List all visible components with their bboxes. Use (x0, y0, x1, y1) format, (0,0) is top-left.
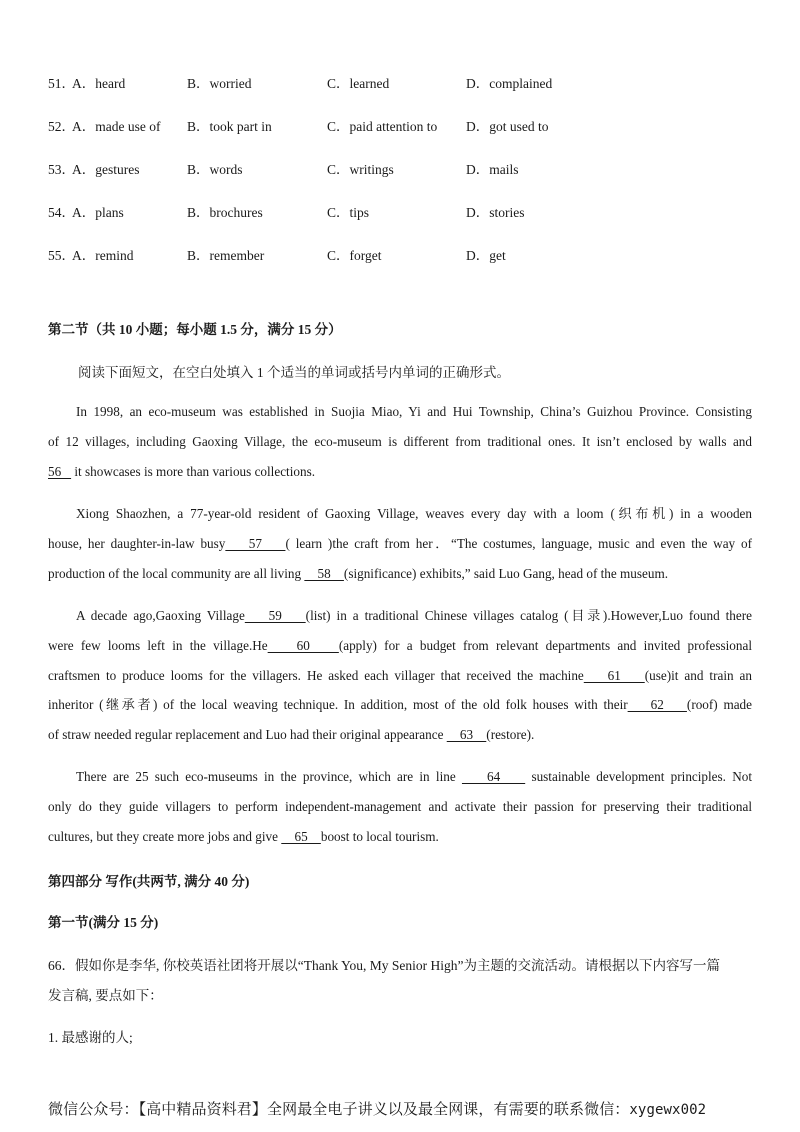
text-line: were few looms left in the village.He 60 (apply) for a budget from relevant departments and invited professional (48, 637, 752, 653)
blank-60[interactable]: 60 (267, 637, 339, 653)
option-c: C．forget (327, 248, 382, 263)
option-d: D．stories (466, 205, 525, 220)
option-a: A．gestures (72, 162, 140, 177)
question-66-line1: 66．假如你是李华, 你校英语社团将开展以“Thank You, My Senior High”为主题的交流活动。请根据以下内容写一篇 (48, 958, 720, 973)
question-number: 54． (48, 205, 75, 220)
text-line: inheritor (继承者) of the local weaving technique. In addition, most of the old folk houses with their 62 (roof) made (48, 697, 752, 713)
blank-65[interactable]: 65 (281, 828, 321, 844)
question-number: 53． (48, 162, 75, 177)
option-c: C．tips (327, 205, 370, 220)
text-line: craftsmen to produce looms for the villagers. He asked each villager that received the machine 61 (use)it and train an (48, 667, 752, 683)
option-a: A．plans (72, 205, 124, 220)
text-line: Xiong Shaozhen, a 77-year-old resident of Gaoxing Village, weaves every day with a loom (织布机) in a wooden (76, 506, 752, 521)
section2-heading: 第二节（共 10 小题；每小题 1.5 分，满分 15 分） (48, 322, 342, 337)
option-b: B．words (187, 162, 243, 177)
option-d: D．complained (466, 76, 553, 91)
question-number: 55． (48, 248, 75, 263)
text-line: In 1998, an eco-museum was established in Suojia Miao, Yi and Hui Township, China’s Guizhou Province. Consisting (76, 404, 752, 419)
option-d: D．got used to (466, 119, 549, 134)
footer-text: 微信公众号：【高中精品资料君】全网最全电子讲义以及最全网课，有需要的联系微信： (48, 1102, 630, 1118)
option-b: B．took part in (187, 119, 272, 134)
option-a: A．remind (72, 248, 134, 263)
part4-section1-heading: 第一节(满分 15 分) (48, 915, 159, 930)
text-line: of straw needed regular replacement and Luo had their original appearance 63 (restore). (48, 727, 535, 743)
option-b: B．brochures (187, 205, 263, 220)
option-a: A．heard (72, 76, 126, 91)
text-line: production of the local community are all living 58 (significance) exhibits,” said Luo Gang, head of the museum. (48, 565, 669, 581)
blank-62[interactable]: 62 (627, 697, 687, 713)
option-d: D．mails (466, 162, 519, 177)
option-d: D．get (466, 248, 506, 263)
wechat-id: xygewx002 (629, 1102, 707, 1118)
passage-paragraph-2 (48, 499, 752, 588)
option-b: B．remember (187, 248, 265, 263)
blank-59[interactable]: 59 (244, 608, 306, 623)
question-number: 51． (48, 76, 75, 91)
text-line: house, her daughter-in-law busy 57 ( learn )the craft from her．“The costumes, language, music and even the way of (48, 535, 752, 551)
blank-56[interactable]: 56 (48, 463, 72, 479)
passage-paragraph-1 (48, 397, 752, 486)
part4-heading: 第四部分 写作(共两节, 满分 40 分) (48, 874, 250, 889)
text-line: A decade ago,Gaoxing Village 59 (list) in a traditional Chinese villages catalog (目录).However,Luo found there (76, 608, 753, 623)
option-c: C．paid attention to (327, 119, 438, 134)
passage-paragraph-4 (48, 762, 752, 851)
blank-61[interactable]: 61 (583, 667, 645, 683)
option-c: C．learned (327, 76, 390, 91)
blank-58[interactable]: 58 (304, 565, 344, 581)
section2-instruction: 阅读下面短文，在空白处填入 1 个适当的单词或括号内单词的正确形式。 (78, 365, 510, 380)
text-line: 56 it showcases is more than various collections. (48, 463, 315, 479)
footer-note (48, 1098, 706, 1119)
blank-63[interactable]: 63 (446, 727, 487, 743)
text-line: cultures, but they create more jobs and give 65 boost to local tourism. (48, 828, 439, 844)
passage-paragraph-3 (48, 601, 752, 750)
option-c: C．writings (327, 162, 394, 177)
option-b: B．worried (187, 76, 252, 91)
text-line: only do they guide villagers to perform independent-management and activate their passion for preserving their traditional (48, 798, 752, 814)
blank-57[interactable]: 57 (225, 535, 286, 551)
question-number: 52． (48, 119, 75, 134)
blank-64[interactable]: 64 (461, 769, 526, 784)
text-line: of 12 villages, including Gaoxing Village, the eco-museum is different from traditional ones. It isn’t enclosed by walls and (48, 433, 752, 449)
text-line: There are 25 such eco-museums in the province, which are in line 64 sustainable development principles. Not (76, 769, 753, 784)
point-1: 1. 最感谢的人; (48, 1030, 133, 1045)
question-66-line2: 发言稿, 要点如下： (48, 988, 163, 1003)
option-a: A．made use of (72, 119, 161, 134)
